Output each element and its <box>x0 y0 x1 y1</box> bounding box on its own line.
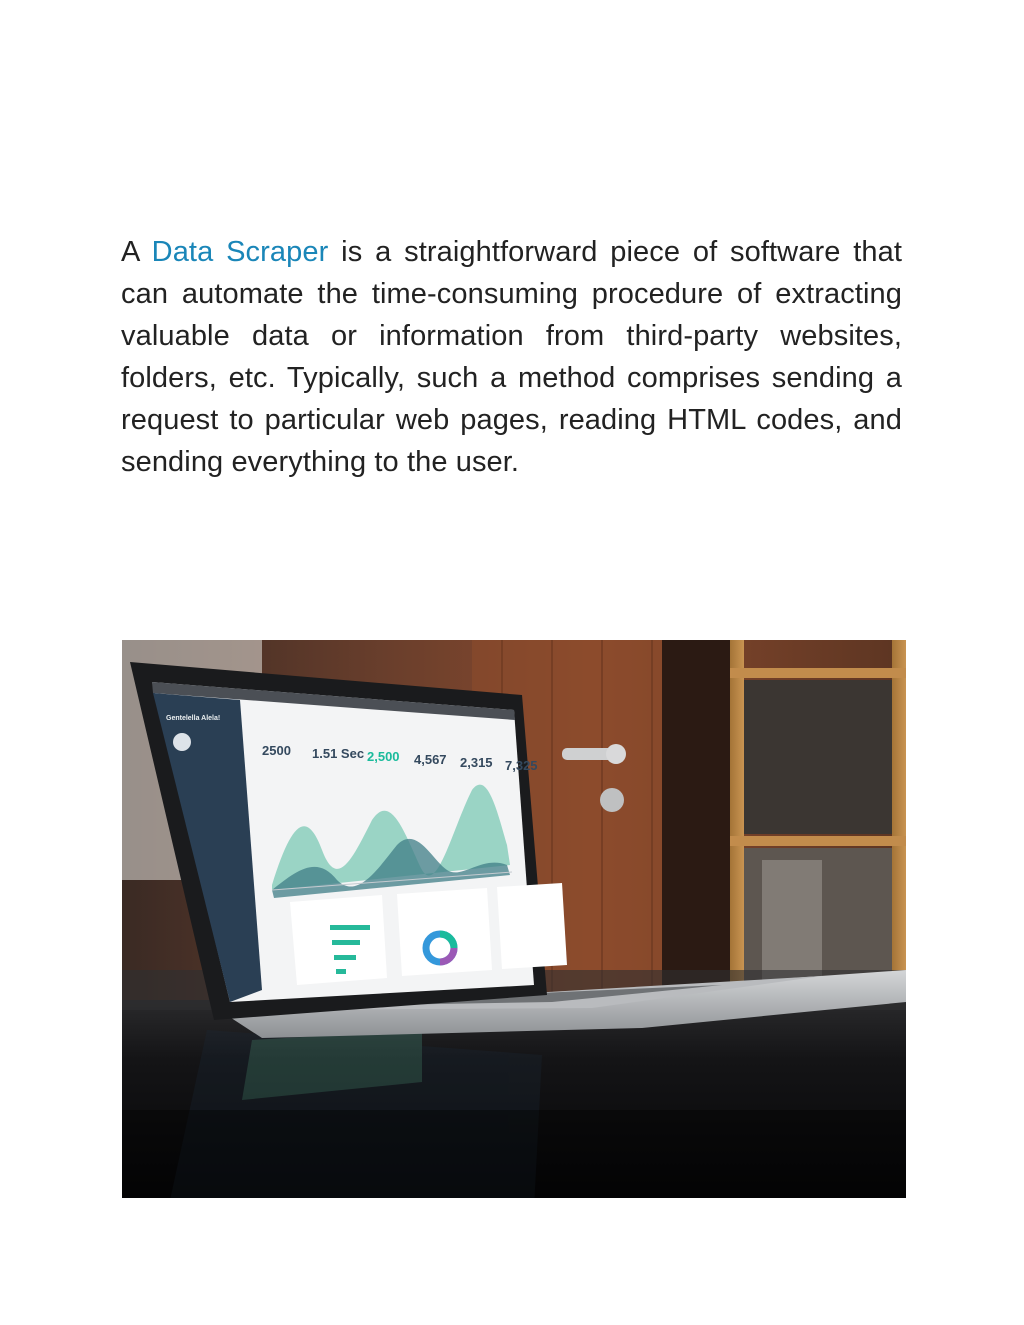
intro-prefix: A <box>121 236 152 268</box>
stat-3: 2,500 <box>367 749 400 764</box>
intro-paragraph <box>121 231 902 483</box>
data-scraper-link[interactable]: Data Scraper <box>151 236 329 268</box>
stat-5: 2,315 <box>460 755 493 770</box>
intro-body: is a straightforward piece of software that can automate the time-consuming procedure of extracting valuable data or information from third-party websites, folders, etc. Typically, such a method comprises sending a request to particular web pages, reading HTML codes, and sending everything to the user. <box>121 236 903 478</box>
stat-6: 7,325 <box>505 758 538 773</box>
stat-2: 1.51 Sec <box>312 746 365 761</box>
stat-4: 4,567 <box>414 752 447 767</box>
screen-brand: Gentelella Alela! <box>166 715 221 722</box>
laptop-dashboard-photo <box>122 640 906 1198</box>
stat-1: 2500 <box>262 743 291 758</box>
